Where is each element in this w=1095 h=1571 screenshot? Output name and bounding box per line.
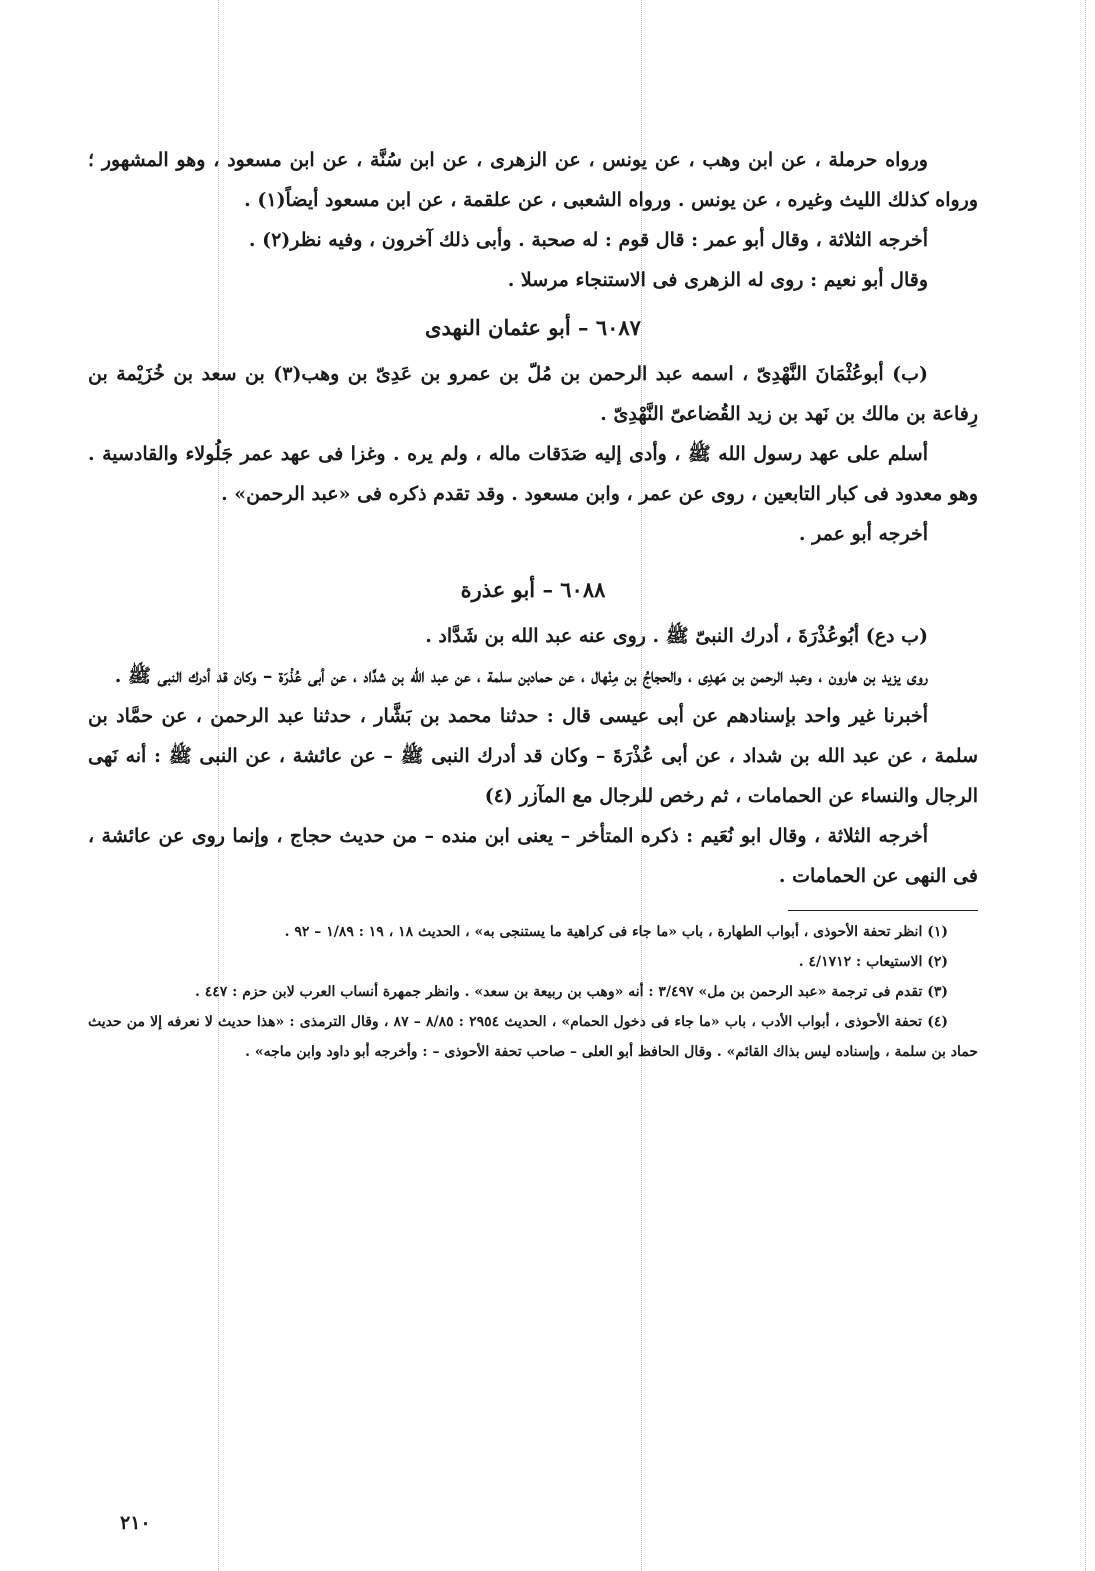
paragraph: (ب دع) أبُوعُذْرَةَ ، أدرك النبىّ ﷺ . روى عنه عبد الله بن شَدَّاد .: [425, 625, 928, 647]
paragraph: ورواه حرملة ، عن ابن وهب ، عن يونس ، عن الزهرى ، عن ابن سُنَّة ، عن ابن مسعود ، وهو المشهور ؛ ورواه كذلك الليث وغيره ، عن يونس . ورواه الشعبى ، عن علقمة ، عن ابن مسعود أيضاً(١) .: [88, 149, 978, 211]
scan-artifact-line: [1085, 0, 1086, 1571]
footnote-separator: [788, 910, 978, 911]
page-number: ٢١٠: [120, 1512, 151, 1534]
paragraph: أخبرنا غير واحد بإسنادهم عن أبى عيسى قال : حدثنا محمد بن بَشَّار ، حدثنا عبد الرحمن ، عن حمَّاد بن سلمة ، عن عبد الله بن شداد ، عن أبى عُذْرَةَ – وكان قد أدرك النبى ﷺ – عن عائشة ، عن النبى ﷺ : أنه نَهى الرجال والنساء عن الحمامات ، ثم رخص للرجال مع المآزر (٤): [88, 705, 978, 807]
entry-heading: ٦٠٨٧ – أبو عثمان النهدى: [425, 315, 641, 340]
footnote: (٣) تقدم فى ترجمة «عبد الرحمن بن مل» ٣/٤٩٧ : أنه «وهب بن ربيعة بن سعد» . وانظر جمهرة أنساب العرب لابن حزم : ٤٤٧ .: [195, 984, 948, 1000]
paragraph: أخرجه الثلاثة ، وقال أبو عمر : قال قوم : له صحبة . وأبى ذلك آخرون ، وفيه نظر(٢) .: [248, 229, 928, 251]
paragraph: أسلم على عهد رسول الله ﷺ ، وأدى إليه صَدَقات ماله ، ولم يره . وغزا فى عهد عمر جَلُولاء والقادسية . وهو معدود فى كبار التابعين ، روى عن عمر ، وابن مسعود . وقد تقدم ذكره فى «عبد الرحمن» .: [88, 443, 978, 505]
footnote: (١) انظر تحفة الأحوذى ، أبواب الطهارة ، باب «ما جاء فى كراهية ما يستنجى به» ، الحديث ١٨ ، ١٩ : ١/٨٩ – ٩٢ .: [284, 924, 948, 940]
paragraph: أخرجه أبو عمر .: [798, 523, 928, 545]
paragraph: (ب) أبوعُثْمَانَ النَّهْدِىّ ، اسمه عبد الرحمن بن مُلّ بن عمرو بن عَدِىّ بن وهب(٣) بن سعد بن خُزَيْمة بن رِفاعة بن مالك بن نَهد بن زيد القُضاعىّ النَّهْدِىّ .: [88, 363, 978, 425]
paragraph: وقال أبو نعيم : روى له الزهرى فى الاستنجاء مرسلا .: [507, 269, 928, 291]
document-page: [88, 140, 978, 1067]
footnote: (٢) الاستيعاب : ٤/١٧١٢ .: [798, 954, 948, 970]
paragraph: روى يزيد بن هارون ، وعبد الرحمن بن مَهدِى ، والحجاجُ بن مِنْهال ، عن حمادبن سلمة ، عن عبد الله بن شدَّاد ، عن أبى عُذْرَة – وكان قد أدرك النبى ﷺ .: [114, 665, 928, 687]
entry-heading: ٦٠٨٨ – أبو عذرة: [460, 577, 606, 602]
footnote: (٤) تحفة الأحوذى ، أبواب الأدب ، باب «ما جاء فى دخول الحمام» ، الحديث ٢٩٥٤ : ٨/٨٥ – ٨٧ ، وقال الترمذى : «هذا حديث لا نعرفه إلا من حديث حماد بن سلمة ، وإسناده ليس بذاك القائم» . وقال الحافظ أبو العلى – صاحب تحفة الأحوذى – : وأخرجه أبو داود وابن ماجه» .: [88, 1014, 978, 1060]
paragraph: أخرجه الثلاثة ، وقال ابو نُعَيم : ذكره المتأخر – يعنى ابن منده – من حديث حجاج ، وإنما روى عن عائشة ، فى النهى عن الحمامات .: [88, 825, 978, 887]
